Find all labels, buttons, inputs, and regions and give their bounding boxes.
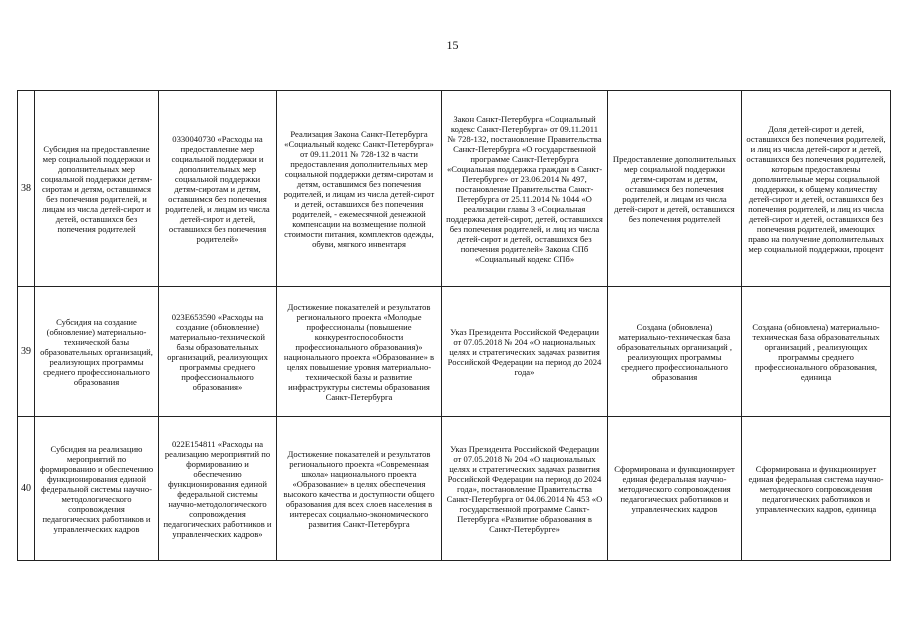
goal-cell: Достижение показателей и результатов регионального проекта «Молодые профессионалы (повышение конкурентоспособности профессионального образования)» национального проекта «Образование» в целях повышение уровня материально-технической базы и развитие инфраструктуры системы образования Санкт-Петербурга: [277, 287, 442, 417]
legal-basis-cell: Указ Президента Российской Федерации от 07.05.2018 № 204 «О национальных целях и стратегических задачах развития Российской Федерации на период до 2024 года», постановление Правительства Санкт-Петербурга от 04.06.2014 № 453 «О государственной программе Санкт-Петербурга «Развитие образования в Санкт-Петербурге»: [442, 417, 608, 561]
table-row: [18, 287, 891, 417]
indicator-cell: Сформирована и функционирует единая федеральная система научно-методического сопровождения педагогических работников и управленческих кадров, единица: [742, 417, 891, 561]
row-number: 38: [18, 91, 35, 287]
goal-cell: Реализация Закона Санкт-Петербурга «Социальный кодекс Санкт-Петербурга» от 09.11.2011 № 728-132 в части предоставления дополнительных мер социальной поддержки детям-сиротам и детям, оставшимся без попечения родителей, и лицам из числа детей-сирот и детей, оставшихся без попечения родителей, - ежемесячной денежной компенсации на возмещение полной стоимости питания, комплектов одежды, обуви, мягкого инвентаря: [277, 91, 442, 287]
page-number: 15: [446, 38, 459, 52]
table-row: [18, 417, 891, 561]
expense-code-cell: 022Е154811 «Расходы на реализацию мероприятий по формированию и обеспечению функционирования единой федеральной системы научно-методологического сопровождения педагогических работников и управленческих кадров»: [159, 417, 277, 561]
subsidy-name-cell: Субсидия на реализацию мероприятий по формированию и обеспечению функционирования единой федеральной системы научно-методологического сопровождения педагогических работников и управленческих кадров: [35, 417, 159, 561]
goal-cell: Достижение показателей и результатов регионального проекта «Современная школа» национального проекта «Образование» в целях обеспечения высокого качества и доступности общего образования для всех слоев населения в интересах социально-экономического развития Санкт-Петербурга: [277, 417, 442, 561]
result-cell: Предоставление дополнительных мер социальной поддержки детям-сиротам и детям, оставшимся без попечения родителей, и лицам из числа детей-сирот и детей, оставшихся без попечения родителей: [608, 91, 742, 287]
indicator-cell: Создана (обновлена) материально-техническая база образовательных организаций , реализующих программы среднего профессионального образования, единица: [742, 287, 891, 417]
indicator-cell: Доля детей-сирот и детей, оставшихся без попечения родителей, и лиц из числа детей-сирот и детей, оставшихся без попечения родителей, которым предоставлены дополнительные меры социальной поддержки, к общему количеству детей-сирот и детей, оставшихся без попечения родителей, и лиц из числа детей-сирот и детей, оставшихся без попечения родителей, имеющих право на получение дополнительных мер социальной поддержки, процент: [742, 91, 891, 287]
result-cell: Сформирована и функционирует единая федеральная научно-методического сопровождения педагогических работников и управленческих кадров: [608, 417, 742, 561]
expense-code-cell: 023Е653590 «Расходы на создание (обновление) материально-технической базы образовательных организаций, реализующих программы среднего профессионального образования»: [159, 287, 277, 417]
subsidy-name-cell: Субсидия на создание (обновление) материально-технической базы образовательных организаций, реализующих программы среднего профессионального образования: [35, 287, 159, 417]
row-number: 40: [18, 417, 35, 561]
subsidy-name-cell: Субсидия на предоставление мер социальной поддержки и дополнительных мер социальной поддержки детям-сиротам и детям, оставшимся без попечения родителей, и лицам из числа детей-сирот и детей, оставшихся без попечения родителей: [35, 91, 159, 287]
legal-basis-cell: Указ Президента Российской Федерации от 07.05.2018 № 204 «О национальных целях и стратегических задачах развития Российской Федерации на период до 2024 года»: [442, 287, 608, 417]
subsidies-table: [17, 90, 891, 561]
table-row: [18, 91, 891, 287]
result-cell: Создана (обновлена) материально-техническая база образовательных организаций , реализующих программы среднего профессионального образования: [608, 287, 742, 417]
expense-code-cell: 0330040730 «Расходы на предоставление мер социальной поддержки и дополнительных мер социальной поддержки детям-сиротам и детям, оставшимся без попечения родителей, и лицам из числа детей-сирот и детей, оставшихся без попечения родителей»: [159, 91, 277, 287]
row-number: 39: [18, 287, 35, 417]
legal-basis-cell: Закон Санкт-Петербурга «Социальный кодекс Санкт-Петербурга» от 09.11.2011 № 728-132, постановление Правительства Санкт-Петербурга «О государственной программе Санкт-Петербурга «Социальная поддержка граждан в Санкт-Петербурге» от 23.06.2014 № 497, постановление Правительства Санкт-Петербурга от 25.11.2014 № 1044 «О реализации главы 3 «Социальная поддержка детей-сирот, детей, оставшихся без попечения родителей, и лиц из числа детей-сирот и детей, оставшихся без попечения родителей» Закона СПб «Социальный кодекс СПб»: [442, 91, 608, 287]
